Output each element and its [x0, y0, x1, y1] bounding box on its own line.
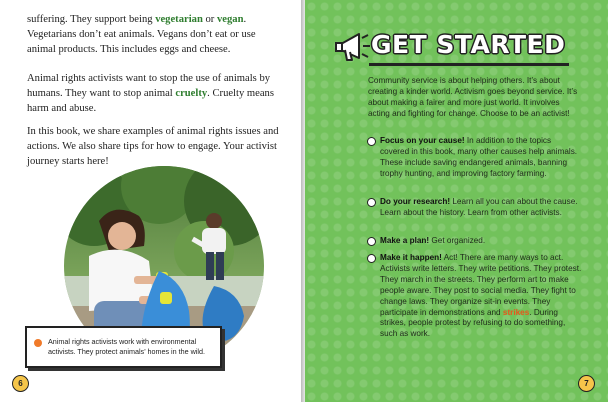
item-heading: Make a plan! [380, 236, 430, 245]
title-underline [369, 63, 569, 66]
bullet-circle-icon [367, 254, 376, 263]
megaphone-icon [333, 28, 373, 68]
keyword-vegetarian: vegetarian [155, 14, 203, 25]
left-page [0, 0, 301, 402]
list-item [368, 136, 582, 180]
caption-text: Animal rights activists work with environmental activists. They protect animals’ homes in the wild. [48, 337, 205, 356]
item-text: Act! There are many ways to act. Activists write letters. They write petitions. They protest. They march in the streets. They perform art to make people aware. They post to social media. They fight to change laws. They organize sit-in events. They participate in demonstrations and [380, 253, 582, 317]
page-title: GET STARTED [371, 30, 566, 59]
intro-paragraph: Community service is about helping others. It’s about creating a kinder world. Activism goes beyond service. It’s about making a fairer and more just world. It involves acting and fighting for change. Choose to be an activist! [368, 76, 578, 118]
item-heading: Do your research! [380, 197, 451, 206]
list-item [368, 236, 582, 247]
bullet-circle-icon [367, 198, 376, 207]
item-heading: Make it happen! [380, 253, 442, 262]
page-number-left: 6 [12, 375, 29, 392]
bullet-circle-icon [367, 137, 376, 146]
item-text: In addition to the topics covered in this book, many other causes help animals. These include saving endangered animals, banning trophy hunting, and improving factory farming. [380, 136, 578, 178]
item-text: Get organized. [429, 236, 486, 245]
list-item [368, 253, 582, 340]
paragraph-diet: suffering. They support being vegetarian or vegan. Vegetarians don’t eat animals. Vegans don’t eat or use animal products. This includes eggs and cheese. [27, 14, 256, 56]
keyword-vegan: vegan [216, 14, 244, 25]
item-text-after: . During strikes, people protest by refusing to do something, such as work. [380, 307, 566, 339]
page-number-right: 7 [578, 375, 595, 392]
keyword-strikes: strikes [502, 307, 530, 317]
right-page [305, 0, 608, 402]
item-heading: Focus on your cause! [380, 136, 465, 145]
item-text: Learn all you can about the cause. Learn about the history. Learn from other activists. [380, 197, 578, 217]
paragraph-intro: In this book, we share examples of animal rights issues and actions. We also share tips for how to engage. Your activist journey starts here! [27, 126, 279, 168]
paragraph-cruelty: Animal rights activists want to stop the use of animals by humans. They want to stop animal cruelty. Cruelty means harm and abuse. [27, 73, 274, 115]
bullet-circle-icon [367, 237, 376, 246]
section-header [333, 28, 583, 70]
caption-dot-icon [34, 339, 42, 347]
list-item [368, 197, 582, 219]
keyword-cruelty: cruelty [175, 88, 208, 100]
photo-caption [25, 326, 222, 368]
